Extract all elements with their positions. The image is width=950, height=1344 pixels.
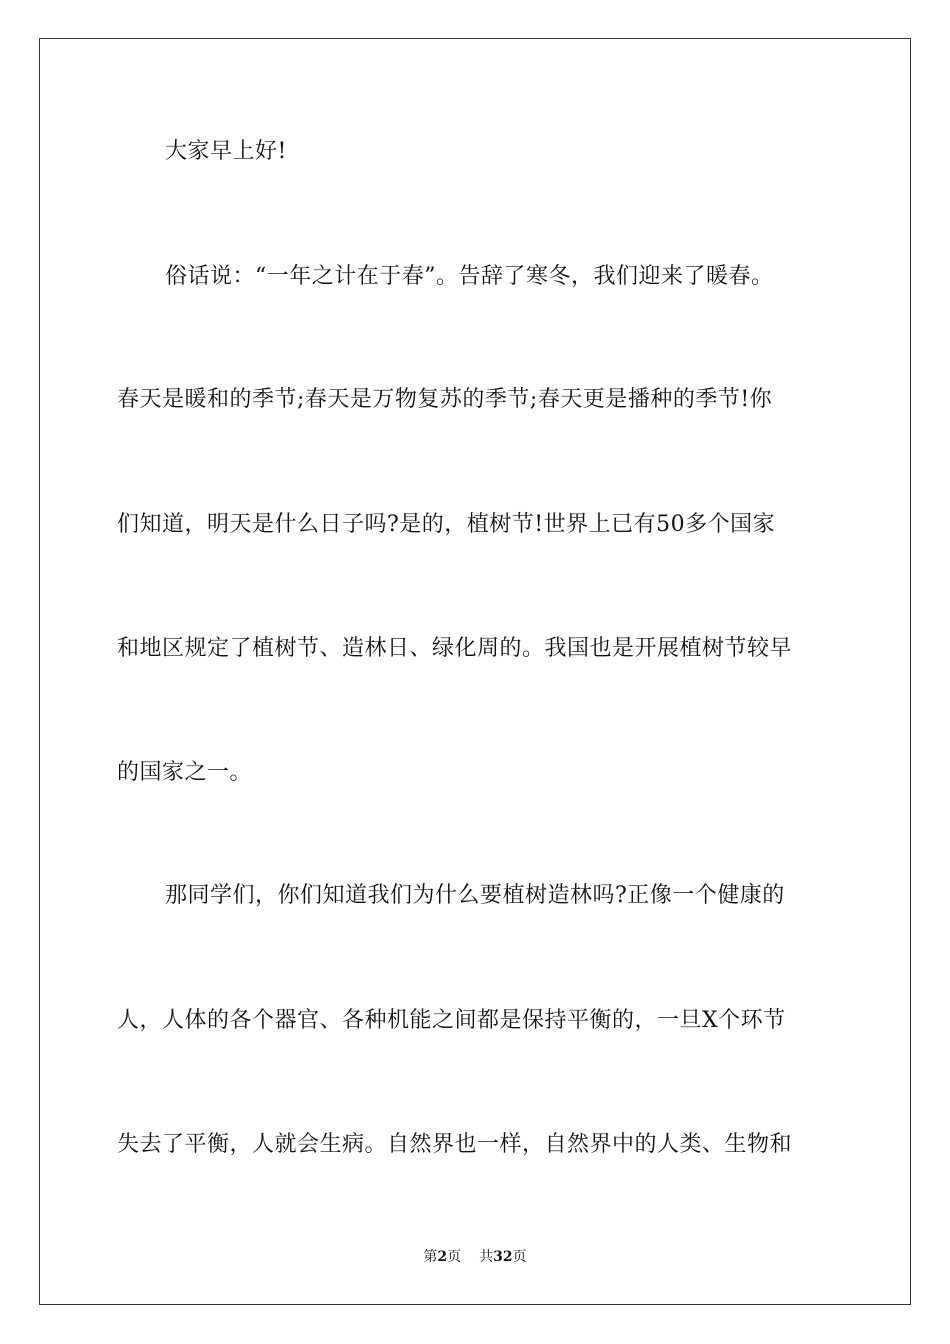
paragraph-line: 们知道，明天是什么日子吗?是的，植树节!世界上已有50多个国家: [117, 512, 776, 537]
total-pages: 共32页: [479, 1249, 527, 1265]
paragraph-line: 人，人体的各个器官、各种机能之间都是保持平衡的，一旦X个环节: [117, 1008, 786, 1033]
greeting-line: 大家早上好!: [165, 139, 287, 164]
page-footer: [0, 1247, 950, 1267]
paragraph-line: 和地区规定了植树节、造林日、绿化周的。我国也是开展植树节较早: [117, 636, 793, 661]
page-border: [39, 38, 911, 1305]
paragraph-line: 俗话说：“一年之计在于春”。告辞了寒冬，我们迎来了暖春。: [165, 264, 774, 289]
paragraph-line: 的国家之一。: [117, 760, 253, 785]
page-number: 第2页: [423, 1249, 462, 1265]
paragraph-line: 那同学们，你们知道我们为什么要植树造林吗?正像一个健康的: [165, 883, 785, 908]
paragraph-line: 失去了平衡，人就会生病。自然界也一样，自然界中的人类、生物和: [117, 1132, 793, 1157]
paragraph-line: 春天是暖和的季节;春天是万物复苏的季节;春天更是播种的季节!你: [117, 387, 773, 412]
